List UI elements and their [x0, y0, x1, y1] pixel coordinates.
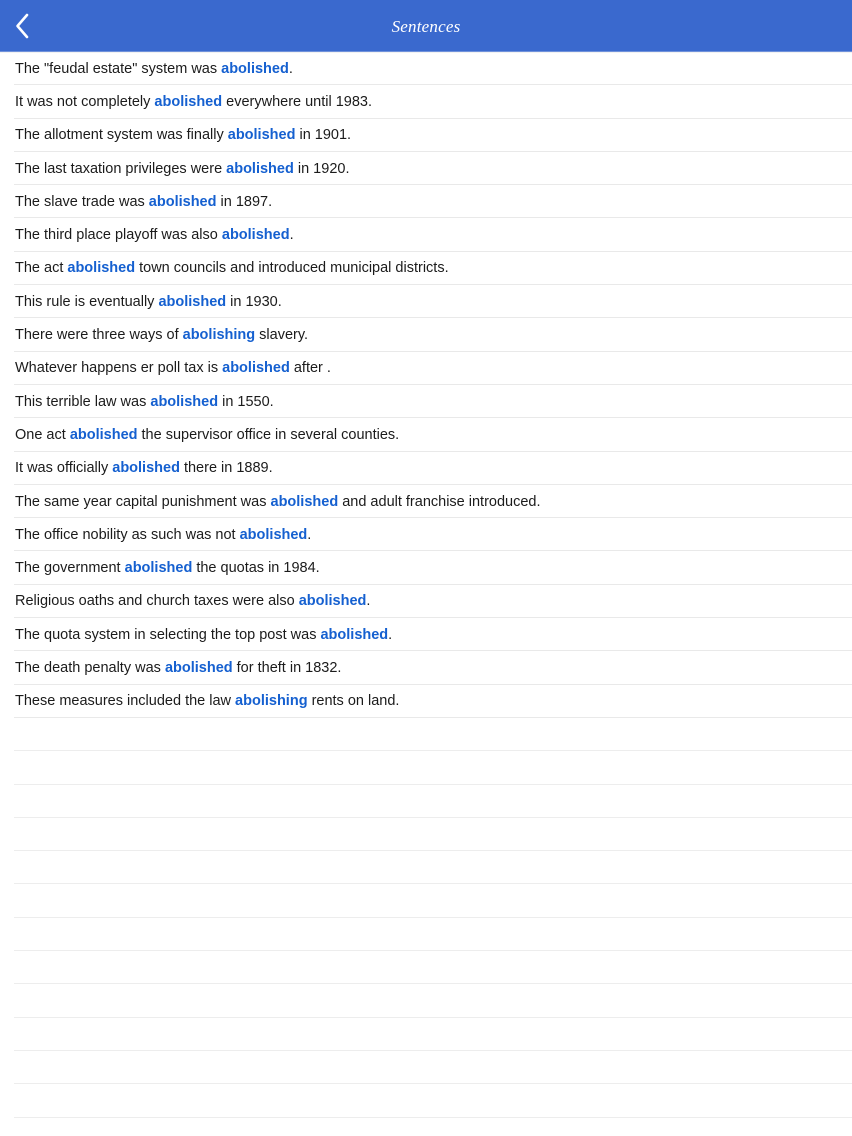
sentence-text: The third place playoff was also abolished.	[15, 227, 294, 244]
navigation-bar	[0, 0, 852, 52]
sentence-text: The government abolished the quotas in 1984.	[15, 560, 320, 577]
list-item[interactable]	[0, 252, 852, 285]
empty-list-row	[0, 951, 852, 984]
sentence-text: Whatever happens er poll tax is abolished after .	[15, 360, 331, 377]
keyword-highlight: abolished	[221, 227, 290, 244]
sentence-text: It was officially abolished there in 1889.	[15, 460, 273, 477]
sentence-text: There were three ways of abolishing slavery.	[15, 327, 309, 344]
list-item[interactable]	[0, 551, 852, 584]
list-item[interactable]	[0, 119, 852, 152]
keyword-highlight: abolished	[164, 659, 233, 676]
list-item[interactable]	[0, 85, 852, 118]
list-item[interactable]	[0, 418, 852, 451]
list-item[interactable]	[0, 352, 852, 385]
empty-list-row	[0, 1018, 852, 1051]
empty-list-row	[0, 1118, 852, 1136]
keyword-highlight: abolished	[69, 426, 138, 443]
keyword-highlight: abolished	[298, 593, 367, 610]
keyword-highlight: abolishing	[182, 327, 256, 344]
list-item[interactable]	[0, 185, 852, 218]
empty-list-row	[0, 918, 852, 951]
list-item[interactable]	[0, 452, 852, 485]
sentence-text: This terrible law was abolished in 1550.	[15, 393, 274, 410]
list-item[interactable]	[0, 685, 852, 718]
empty-list-row	[0, 884, 852, 917]
sentence-text: The same year capital punishment was abolished and adult franchise introduced.	[15, 493, 541, 510]
empty-list-row	[0, 785, 852, 818]
sentence-list	[0, 52, 852, 1136]
keyword-highlight: abolished	[239, 526, 308, 543]
empty-list-row	[0, 751, 852, 784]
sentence-text: The last taxation privileges were abolished in 1920.	[15, 160, 350, 177]
empty-list-row	[0, 1084, 852, 1117]
list-item[interactable]	[0, 385, 852, 418]
empty-list-row	[0, 984, 852, 1017]
sentence-text: One act abolished the supervisor office in several counties.	[15, 426, 400, 443]
list-item[interactable]	[0, 285, 852, 318]
keyword-highlight: abolished	[221, 60, 289, 77]
empty-list-row	[0, 1051, 852, 1084]
chevron-left-icon	[14, 13, 30, 39]
keyword-highlight: abolished	[67, 260, 136, 277]
sentence-text: This rule is eventually abolished in 1930.	[15, 293, 282, 310]
sentence-text: The office nobility as such was not abolished.	[15, 526, 312, 543]
sentence-text: The "feudal estate" system was abolished.	[15, 60, 293, 77]
list-item[interactable]	[0, 618, 852, 651]
empty-list-row	[0, 818, 852, 851]
sentence-text: The act abolished town councils and introduced municipal districts.	[15, 260, 449, 277]
list-item[interactable]	[0, 318, 852, 351]
sentence-text: The death penalty was abolished for theft in 1832.	[15, 659, 342, 676]
list-item[interactable]	[0, 485, 852, 518]
sentence-text: Religious oaths and church taxes were also abolished.	[15, 593, 371, 610]
sentence-text: The allotment system was finally abolished in 1901.	[15, 127, 352, 144]
keyword-highlight: abolished	[158, 293, 227, 310]
list-item[interactable]	[0, 518, 852, 551]
keyword-highlight: abolished	[148, 193, 217, 210]
sentence-text: It was not completely abolished everywhere until 1983.	[15, 93, 373, 110]
keyword-highlight: abolished	[124, 560, 193, 577]
keyword-highlight: abolished	[112, 460, 180, 477]
list-item[interactable]	[0, 585, 852, 618]
keyword-highlight: abolishing	[235, 693, 308, 710]
empty-list-row	[0, 851, 852, 884]
sentence-text: These measures included the law abolishing rents on land.	[15, 693, 400, 710]
keyword-highlight: abolished	[227, 127, 296, 144]
list-item[interactable]	[0, 52, 852, 85]
sentence-text: The slave trade was abolished in 1897.	[15, 193, 273, 210]
keyword-highlight: abolished	[222, 360, 290, 377]
sentence-text: The quota system in selecting the top post was abolished.	[15, 626, 393, 643]
keyword-highlight: abolished	[320, 626, 389, 643]
list-item[interactable]	[0, 218, 852, 251]
keyword-highlight: abolished	[150, 393, 219, 410]
page-title: Sentences	[391, 17, 461, 36]
keyword-highlight: abolished	[154, 93, 223, 110]
back-button[interactable]	[0, 0, 44, 52]
list-item[interactable]	[0, 152, 852, 185]
keyword-highlight: abolished	[226, 160, 294, 177]
keyword-highlight: abolished	[270, 493, 339, 510]
list-item[interactable]	[0, 651, 852, 684]
empty-list-row	[0, 718, 852, 751]
